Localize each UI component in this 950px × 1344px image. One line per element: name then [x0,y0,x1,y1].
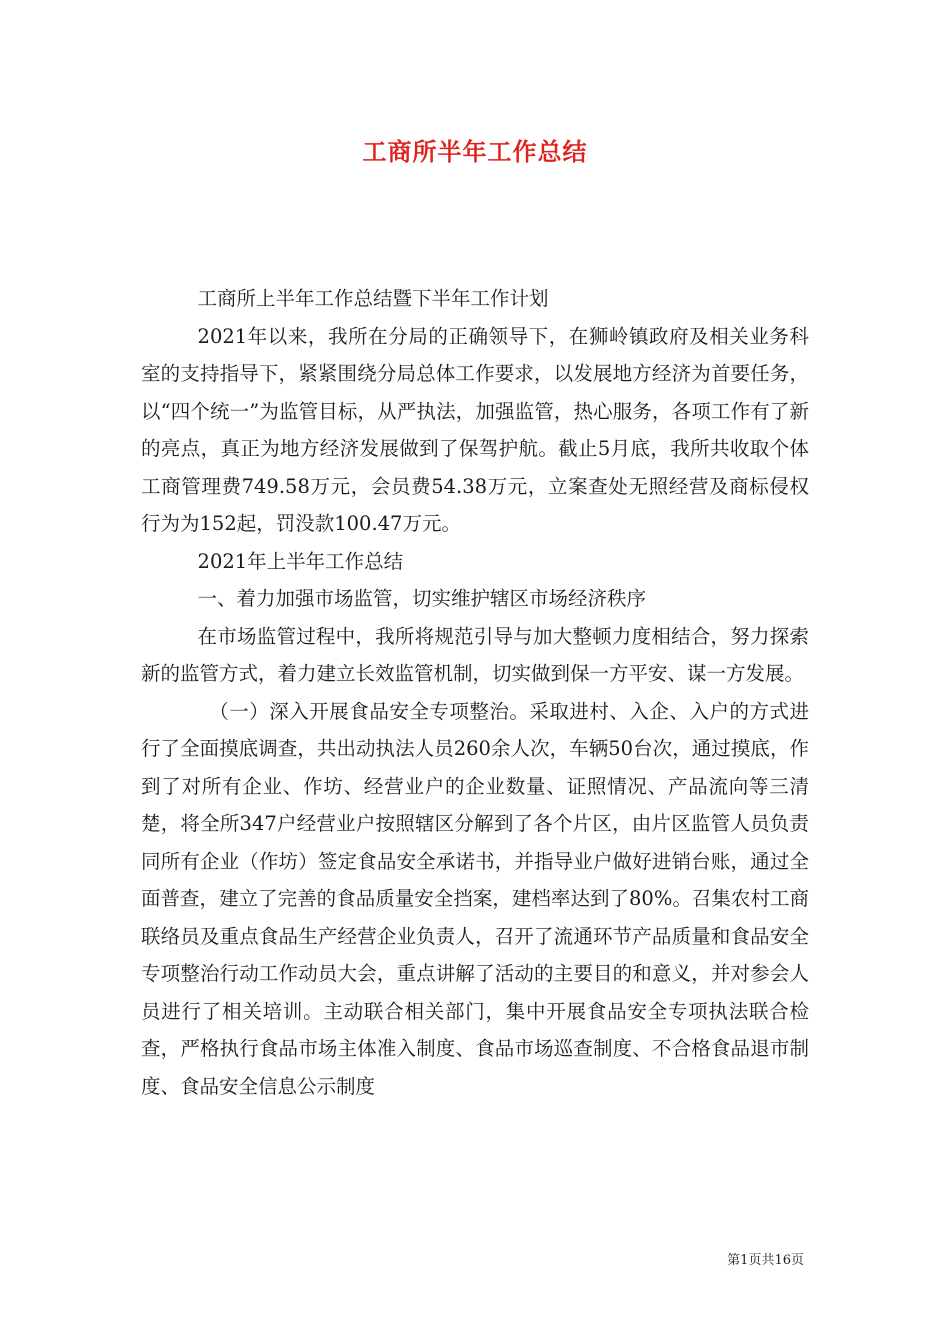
paragraph-food-safety: （一）深入开展食品安全专项整治。采取进村、入企、入户的方式进行了全面摸底调查，共出动执法人员260余人次，车辆50台次，通过摸底，作到了对所有企业、作坊、经营业户的企业数量、证照情况、产品流向等三清楚，将全所347户经营业户按照辖区分解到了各个片区，由片区监管人员负责同所有企业（作坊）签定食品安全承诺书，并指导业户做好进销台账，通过全面普查，建立了完善的食品质量安全挡案，建档率达到了80%。召集农村工商联络员及重点食品生产经营企业负责人，召开了流通环节产品质量和食品安全专项整治行动工作动员大会，重点讲解了活动的主要目的和意义，并对参会人员进行了相关培训。主动联合相关部门，集中开展食品安全专项执法联合检查，严格执行食品市场主体准入制度、食品市场巡查制度、不合格食品退市制度、食品安全信息公示制度 [141,699,809,1098]
paragraph-subtitle: 工商所上半年工作总结暨下半年工作计划 [197,287,549,310]
paragraph-market-supervision: 在市场监管过程中，我所将规范引导与加大整顿力度相结合，努力探索新的监管方式，着力建立长效监管机制，切实做到保一方平安、谋一方发展。 [141,624,809,685]
paragraph-heading-one: 一、着力加强市场监管，切实维护辖区市场经济秩序 [197,587,647,610]
document-body [141,280,809,1105]
page-number: 第1页共16页 [727,1253,804,1268]
paragraph-intro: 2021年以来，我所在分局的正确领导下，在狮岭镇政府及相关业务科室的支持指导下，紧紧围绕分局总体工作要求，以发展地方经济为首要任务，以“四个统一”为监管目标，从严执法，加强监管，热心服务，各项工作有了新的亮点，真正为地方经济发展做到了保驾护航。截止5月底，我所共收取个体工商管理费749.58万元，会员费54.38万元，立案查处无照经营及商标侵权行为为152起，罚没款100.47万元。 [141,324,809,535]
paragraph-section-heading: 2021年上半年工作总结 [197,549,404,573]
page-title: 工商所半年工作总结 [362,138,588,166]
